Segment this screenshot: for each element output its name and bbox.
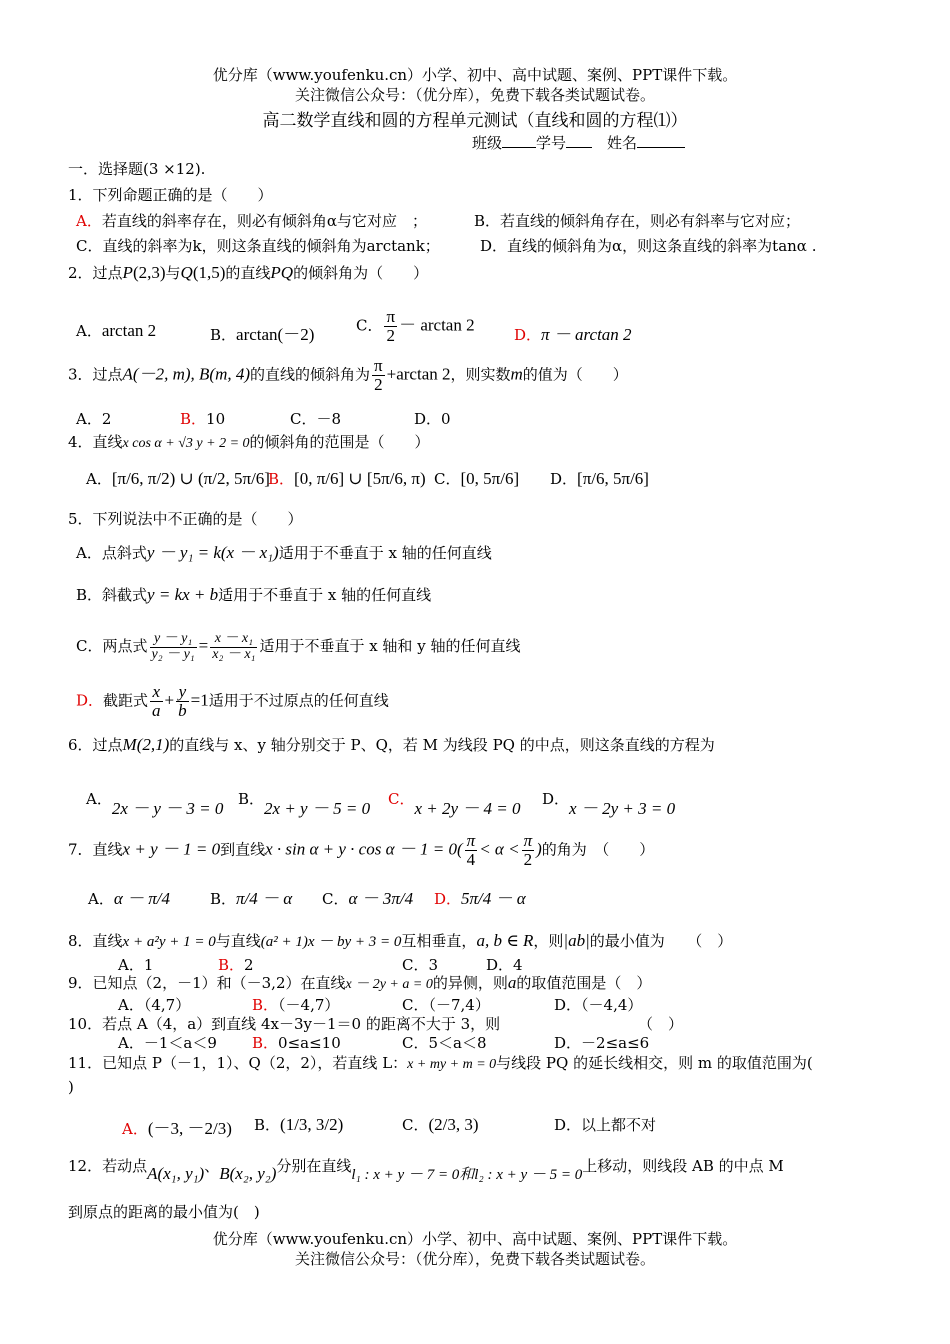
questions-q5-D-n2: y bbox=[176, 683, 189, 702]
q12-line2: 到原点的距离的最小值为( ) bbox=[68, 1203, 260, 1221]
questions-q12-suffix: 上移动，则线段 AB 的中点 M bbox=[582, 1157, 784, 1175]
section-heading: 一．选择题(3 ×12). bbox=[68, 160, 206, 178]
questions-q8-B: 2 bbox=[244, 956, 254, 974]
questions-q9-suffix: 的取值范围是（ ） bbox=[516, 974, 652, 992]
questions-q3-tail: +arctan 2 bbox=[386, 364, 451, 384]
fraction bbox=[150, 683, 163, 720]
questions-q7-C-label: C． bbox=[322, 890, 349, 908]
questions-q12-lines: l₁ : x + y － 7 = 0和l₂ : x + y － 5 = 0 bbox=[351, 1167, 583, 1183]
q10-option-b[interactable] bbox=[252, 1032, 341, 1053]
questions-q8-vars: a, b ∈ R bbox=[476, 931, 534, 950]
questions-q7-B-label: B． bbox=[210, 890, 237, 908]
q6-stem bbox=[68, 734, 715, 755]
questions-q11-D: 以上都不对 bbox=[581, 1116, 657, 1134]
q7-stem: 7．直线x + y － 1 = 0到直线x · sin α + y · cos α － 1 = 0( $\frac{\pi}{4}$ < α < $\frac{\pi}{2}$ )的角为 （ ） bbox=[68, 831, 655, 869]
q7-c-text: α － 3π/4 bbox=[348, 889, 414, 908]
q6-option-a[interactable] bbox=[86, 784, 224, 818]
fraction-part: π bbox=[523, 831, 533, 850]
questions-q5-C-d2: x₂ － x₁ bbox=[212, 646, 256, 662]
questions-q5-C-d1: y₂ － y₁ bbox=[151, 646, 195, 662]
questions-q8-expr: |ab| bbox=[563, 931, 590, 950]
questions-q5-D-eq-tail: =1 bbox=[190, 690, 209, 710]
questions-q5-D-label: D． bbox=[76, 691, 104, 710]
questions-q11-D-label: D． bbox=[554, 1116, 582, 1134]
q11-option-a[interactable] bbox=[122, 1114, 232, 1139]
q11-option-c[interactable] bbox=[402, 1114, 479, 1135]
q3-stem bbox=[68, 357, 628, 394]
q4-option-c[interactable] bbox=[434, 468, 519, 489]
q3-option-a[interactable] bbox=[76, 408, 111, 429]
questions-q4-D-label: D． bbox=[550, 470, 578, 488]
q11-b-text: (1/3, 3/2) bbox=[280, 1115, 344, 1134]
q9-option-a[interactable] bbox=[118, 994, 190, 1015]
questions-q9-A-label: A． bbox=[118, 996, 144, 1014]
questions-q6-C-label: C． bbox=[388, 790, 415, 808]
questions-q2-suffix1: 的直线 bbox=[225, 264, 271, 282]
questions-q3-C-label: C． bbox=[290, 410, 317, 428]
q5-option-b[interactable] bbox=[76, 584, 431, 605]
questions-q3-B: 10 bbox=[206, 410, 226, 428]
questions-q5-C-n1: y － y₁ bbox=[150, 632, 197, 648]
fraction-part: 2 bbox=[523, 849, 533, 869]
q12-stem bbox=[68, 1155, 784, 1183]
questions-q9-var: a bbox=[507, 973, 517, 992]
questions-q8-mid3: ，则 bbox=[533, 932, 564, 950]
questions-q6-D-label: D． bbox=[542, 790, 570, 808]
questions-q9-D: （－4,4） bbox=[581, 996, 643, 1014]
questions-q3-suffix2: 的值为（ ） bbox=[522, 365, 628, 384]
questions-q2-Q-coords: (1,5) bbox=[192, 263, 226, 282]
q10-stem: 10．若点 A（4，a）到直线 4x－3y－1＝0 的距离不大于 3，则 bbox=[68, 1015, 501, 1033]
fraction-part: π bbox=[466, 831, 476, 850]
questions-q5-B-post: 适用于不垂直于 x 轴的任何直线 bbox=[218, 586, 432, 604]
questions-q3-points: A(－2, m), B(m, 4) bbox=[122, 364, 251, 384]
q9-stem bbox=[68, 972, 651, 993]
questions-q12-pB: B(x₂, y₂) bbox=[219, 1164, 277, 1183]
questions-q2-mid: 与 bbox=[165, 264, 181, 282]
site-header-line1: 优分库（www.youfenku.cn）小学、初中、高中试题、案例、PPT课件下载。 bbox=[212, 66, 738, 84]
questions-q5-D-d1: a bbox=[152, 700, 161, 720]
q7-option-d[interactable] bbox=[434, 884, 526, 909]
q1-option-c[interactable] bbox=[76, 235, 440, 256]
questions-q11-C-label: C． bbox=[402, 1116, 429, 1134]
fraction bbox=[176, 683, 189, 720]
questions-q12-sep: 、 bbox=[204, 1157, 220, 1175]
q4-stem bbox=[68, 431, 430, 452]
questions-q7-A-label: A． bbox=[88, 890, 114, 908]
q11-stem bbox=[68, 1052, 813, 1073]
q1-c-text: 直线的斜率为k，则这条直线的倾斜角为arctank； bbox=[102, 237, 440, 255]
questions-q9-prefix: 9．已知点（2，－1）和（－3,2）在直线 bbox=[68, 974, 346, 992]
questions-q6-B: 2x + y － 5 = 0 bbox=[264, 799, 371, 818]
questions-q7-eq1: x + y － 1 = 0 bbox=[122, 839, 221, 859]
q1-a-text: 若直线的斜率存在，则必有倾斜角α与它对应 ； bbox=[101, 212, 427, 230]
questions-q11-suffix: 与线段 PQ 的延长线相交，则 m 的取值范围为( bbox=[496, 1054, 813, 1072]
questions-q8-C-label: C． bbox=[402, 956, 429, 974]
q5-stem: 5．下列说法中不正确的是（ ） bbox=[68, 510, 303, 528]
questions-q3-suffix: ，则实数 bbox=[450, 365, 511, 384]
q5-option-c[interactable]: C．两点式 $\frac{\text{y － y₁}}{\text{y₂ － y₁}}$ = $\frac{\text{x － x₁}}{\text{x₂ － x₁}}$ 适用于不垂直于 x 轴和 y 轴的任何直线 bbox=[76, 631, 521, 662]
q9-option-d[interactable] bbox=[554, 994, 642, 1015]
fraction bbox=[384, 308, 397, 345]
q10-paren: （ ） bbox=[638, 1015, 684, 1033]
q2-option-c[interactable] bbox=[356, 308, 475, 345]
questions-q9-mid: 的异侧，则 bbox=[432, 974, 508, 992]
questions-q5-C-pre: 两点式 bbox=[102, 637, 148, 656]
q2-a-text: arctan 2 bbox=[101, 321, 157, 340]
questions-q10-D-label: D． bbox=[554, 1034, 582, 1052]
questions-q8-prefix: 8．直线 bbox=[68, 932, 123, 950]
site-footer-line2: 关注微信公众号：（优分库），免费下载各类试题试卷。 bbox=[294, 1250, 655, 1268]
q1-d-label: D． bbox=[480, 237, 508, 255]
q7-d-text: 5π/4 － α bbox=[461, 889, 526, 908]
questions-q2-C-num: π bbox=[386, 307, 396, 326]
questions-q8-A: 1 bbox=[143, 956, 154, 974]
questions-q10-B-label: B． bbox=[252, 1034, 279, 1052]
questions-q5-D-pre: 截距式 bbox=[103, 691, 149, 710]
q3-option-c[interactable] bbox=[290, 408, 341, 429]
fraction bbox=[372, 357, 385, 394]
questions-q3-var: m bbox=[510, 364, 523, 384]
page-title: 高二数学直线和圆的方程单元测试（直线和圆的方程⑴） bbox=[262, 111, 688, 131]
questions-q11-eq: x + my + m = 0 bbox=[407, 1057, 497, 1072]
q11-option-d[interactable] bbox=[554, 1114, 656, 1135]
q1-option-b[interactable] bbox=[474, 210, 800, 231]
q7-option-c[interactable] bbox=[322, 884, 413, 909]
questions-q2-PQ: PQ bbox=[270, 263, 294, 282]
q6-option-c[interactable] bbox=[388, 784, 521, 818]
q7-option-a[interactable] bbox=[88, 884, 170, 909]
questions-q5-D-d2: b bbox=[178, 700, 187, 720]
questions-q9-C: （－7,4） bbox=[428, 996, 490, 1014]
questions-q3-prefix: 3．过点 bbox=[68, 365, 123, 384]
questions-q5-C-post: 适用于不垂直于 x 轴和 y 轴的任何直线 bbox=[259, 637, 521, 656]
class-label: 班级 bbox=[472, 134, 503, 152]
questions-q5-C-n2: x － x₁ bbox=[210, 632, 257, 648]
questions-q9-eq: x － 2y + a = 0 bbox=[345, 977, 433, 992]
questions-q2-B-label: B． bbox=[210, 326, 237, 344]
questions-q11-prefix: 11．已知点 P（－1，1）、Q（2，2），若直线 L： bbox=[68, 1054, 408, 1072]
questions-q5-B-label: B． bbox=[76, 586, 103, 604]
q11-a-text: (－3, －2/3) bbox=[147, 1119, 232, 1138]
q2-d-text: π － arctan 2 bbox=[541, 325, 632, 344]
questions-q4-eq: x cos α + √3 y + 2 = 0 bbox=[122, 436, 250, 451]
questions-q6-D: x － 2y + 3 = 0 bbox=[569, 799, 676, 818]
questions-q7-suffix: 的角为 （ ） bbox=[541, 840, 655, 859]
q2-b-text: arctan(－2) bbox=[236, 325, 315, 344]
q6-option-d[interactable] bbox=[542, 784, 676, 818]
questions-q8-eq2: (a² + 1)x － by + 3 = 0 bbox=[260, 934, 402, 950]
q1-stem: 1．下列命题正确的是（ ） bbox=[68, 186, 273, 204]
questions-q8-eq1: x + a²y + 1 = 0 bbox=[122, 934, 216, 950]
name-label: 姓名 bbox=[607, 134, 638, 152]
questions-q10-D: －2≤a≤6 bbox=[581, 1034, 650, 1052]
q6-option-b[interactable] bbox=[238, 784, 371, 818]
q10-option-d[interactable] bbox=[554, 1032, 649, 1053]
questions-q6-suffix: 的直线与 x、y 轴分别交于 P、Q，若 M 为线段 PQ 的中点，则这条直线的方程为 bbox=[169, 736, 715, 754]
questions-q8-C: 3 bbox=[428, 956, 439, 974]
questions-q12-pA: A(x₁, y₁) bbox=[147, 1164, 205, 1183]
questions-q6-A: 2x － y － 3 = 0 bbox=[111, 799, 224, 818]
q4-option-b[interactable] bbox=[268, 468, 426, 489]
q7-option-b[interactable] bbox=[210, 884, 292, 909]
questions-q3-frac-num: π bbox=[374, 356, 383, 375]
questions-q3-A-label: A． bbox=[76, 410, 102, 428]
questions-q7-mid: 到直线 bbox=[220, 840, 266, 859]
questions-q8-D-label: D． bbox=[486, 956, 514, 974]
questions-q6-A-label: A． bbox=[86, 790, 112, 808]
questions-q2-suffix2: 的倾斜角为（ ） bbox=[293, 264, 429, 282]
questions-q5-B-eq: y = kx + b bbox=[147, 585, 219, 604]
questions-q3-D-label: D． bbox=[414, 410, 442, 428]
q7-a-text: α － π/4 bbox=[113, 889, 171, 908]
q4-b-text: [0, π/6] ∪ [5π/6, π) bbox=[294, 469, 426, 488]
questions-q2-prefix: 2．过点 bbox=[68, 264, 123, 282]
questions-q4-prefix: 4．直线 bbox=[68, 433, 123, 451]
q4-d-text: [π/6, 5π/6] bbox=[577, 469, 649, 488]
questions-q3-D: 0 bbox=[441, 410, 451, 428]
questions-q6-prefix: 6．过点 bbox=[68, 736, 123, 754]
fraction bbox=[150, 632, 197, 662]
q3-option-b[interactable] bbox=[180, 408, 225, 429]
questions-q9-B: （－4,7） bbox=[278, 996, 340, 1014]
questions-q8-D: 4 bbox=[513, 956, 523, 974]
q4-a-text: [π/6, π/2) ∪ (π/2, 5π/6] bbox=[111, 469, 270, 488]
q1-a-label: A． bbox=[76, 212, 102, 230]
q1-option-d[interactable] bbox=[480, 235, 816, 256]
q1-b-label: B． bbox=[474, 212, 501, 230]
number-label: 学号 bbox=[536, 134, 567, 152]
questions-q11-B-label: B． bbox=[254, 1116, 281, 1134]
q8-stem bbox=[68, 930, 732, 951]
questions-q3-B-label: B． bbox=[180, 410, 207, 428]
q4-c-text: [0, 5π/6] bbox=[460, 469, 520, 488]
questions-q10-C-label: C． bbox=[402, 1034, 429, 1052]
questions-q10-A: －1＜a＜9 bbox=[143, 1034, 217, 1052]
questions-q2-P: P bbox=[122, 263, 133, 282]
questions-q6-point: M(2,1) bbox=[122, 735, 170, 754]
questions-q4-A-label: A． bbox=[86, 470, 112, 488]
number-blank[interactable] bbox=[566, 147, 592, 148]
q1-d-text: 直线的倾斜角为α，则这条直线的斜率为tanα . bbox=[507, 237, 817, 255]
site-footer-line1: 优分库（www.youfenku.cn）小学、初中、高中试题、案例、PPT课件下载。 bbox=[212, 1230, 738, 1248]
fraction bbox=[465, 832, 478, 869]
questions-q5-D-post: 适用于不过原点的任何直线 bbox=[208, 691, 389, 710]
questions-q2-C-den: 2 bbox=[386, 325, 396, 345]
questions-q7-eq2: x · sin α + y · cos α － 1 = 0( bbox=[265, 839, 463, 859]
q2-option-d[interactable] bbox=[514, 320, 632, 345]
questions-q8-A-label: A． bbox=[118, 956, 144, 974]
questions-q7-prefix: 7．直线 bbox=[68, 840, 123, 859]
questions-q12-prefix: 12．若动点 bbox=[68, 1157, 148, 1175]
questions-q10-B: 0≤a≤10 bbox=[278, 1034, 341, 1052]
q1-b-text: 若直线的倾斜角存在，则必有斜率与它对应； bbox=[500, 212, 801, 230]
questions-q4-suffix: 的倾斜角的范围是（ ） bbox=[249, 433, 430, 451]
questions-q2-C-label: C． bbox=[356, 316, 383, 335]
fraction-part: 4 bbox=[466, 849, 476, 869]
questions-q5-A-eq: y － y₁ = k(x － x₁) bbox=[146, 543, 279, 562]
questions-q2-Q: Q bbox=[180, 263, 193, 282]
questions-q9-A: （4,7） bbox=[143, 996, 191, 1014]
questions-q3-frac-den: 2 bbox=[374, 374, 383, 394]
questions-q8-mid: 与直线 bbox=[215, 932, 261, 950]
class-blank[interactable] bbox=[502, 147, 536, 148]
q3-option-d[interactable] bbox=[414, 408, 451, 429]
q11-option-b[interactable] bbox=[254, 1114, 343, 1135]
questions-q5-B-pre: 斜截式 bbox=[102, 586, 148, 604]
q2-c-text: － arctan 2 bbox=[399, 315, 475, 335]
questions-q5-D-n1: x bbox=[150, 683, 163, 702]
questions-q9-C-label: C． bbox=[402, 996, 429, 1014]
fraction bbox=[522, 832, 535, 869]
q9-option-c[interactable] bbox=[402, 994, 490, 1015]
questions-q6-B-label: B． bbox=[238, 790, 265, 808]
q2-option-a[interactable] bbox=[76, 320, 156, 341]
questions-q2-D-label: D． bbox=[514, 326, 542, 344]
q9-option-b[interactable] bbox=[252, 994, 339, 1015]
q1-c-label: C． bbox=[76, 237, 103, 255]
q10-option-a[interactable] bbox=[118, 1032, 217, 1053]
q4-option-a[interactable] bbox=[86, 468, 270, 489]
questions-q3-mid: 的直线的倾斜角为 bbox=[250, 365, 371, 384]
q11-c-text: (2/3, 3) bbox=[428, 1115, 479, 1134]
q5-option-a[interactable] bbox=[76, 538, 492, 563]
q5-option-d[interactable]: D．截距式 $\frac{x}{a}$ + $\frac{y}{b}$ =1适用于不过原点的任何直线 bbox=[76, 682, 389, 720]
questions-q8-mid2: 互相垂直， bbox=[401, 932, 477, 950]
questions-q7-range-tail: ) bbox=[536, 839, 542, 859]
questions-q5-C-label: C． bbox=[76, 637, 103, 656]
questions-q5-A-post: 适用于不垂直于 x 轴的任何直线 bbox=[278, 544, 492, 562]
questions-q8-suffix: 的最小值为 （ ） bbox=[589, 932, 733, 950]
questions-q5-A-label: A． bbox=[76, 544, 102, 562]
questions-q11-A-label: A． bbox=[122, 1120, 148, 1138]
site-header-line2: 关注微信公众号：（优分库），免费下载各类试题试卷。 bbox=[294, 86, 655, 104]
questions-q3-A: 2 bbox=[101, 410, 112, 428]
q4-option-d[interactable] bbox=[550, 468, 649, 489]
q11-close-paren: ) bbox=[68, 1078, 74, 1096]
questions-q10-C: 5＜a＜8 bbox=[428, 1034, 487, 1052]
questions-q4-B-label: B． bbox=[268, 470, 295, 488]
name-blank[interactable] bbox=[637, 147, 685, 148]
questions-q3-C: －8 bbox=[316, 410, 342, 428]
questions-q9-B-label: B． bbox=[252, 996, 279, 1014]
questions-q6-C: x + 2y － 4 = 0 bbox=[414, 799, 521, 818]
questions-q12-mid: 分别在直线 bbox=[276, 1157, 352, 1175]
questions-q4-C-label: C． bbox=[434, 470, 461, 488]
questions-q8-B-label: B． bbox=[218, 956, 245, 974]
questions-q5-A-pre: 点斜式 bbox=[101, 544, 147, 562]
fraction bbox=[210, 632, 257, 662]
questions-q2-P-coords: (2,3) bbox=[132, 263, 166, 282]
questions-q10-A-label: A． bbox=[118, 1034, 144, 1052]
questions-q7-D-label: D． bbox=[434, 890, 462, 908]
q7-b-text: π/4 － α bbox=[236, 889, 293, 908]
q2-option-b[interactable] bbox=[210, 320, 314, 345]
q2-stem bbox=[68, 262, 428, 283]
q10-option-c[interactable] bbox=[402, 1032, 487, 1053]
questions-q9-D-label: D． bbox=[554, 996, 582, 1014]
questions-q2-A-label: A． bbox=[76, 322, 102, 340]
student-info bbox=[472, 132, 685, 153]
q1-option-a[interactable] bbox=[76, 210, 427, 231]
